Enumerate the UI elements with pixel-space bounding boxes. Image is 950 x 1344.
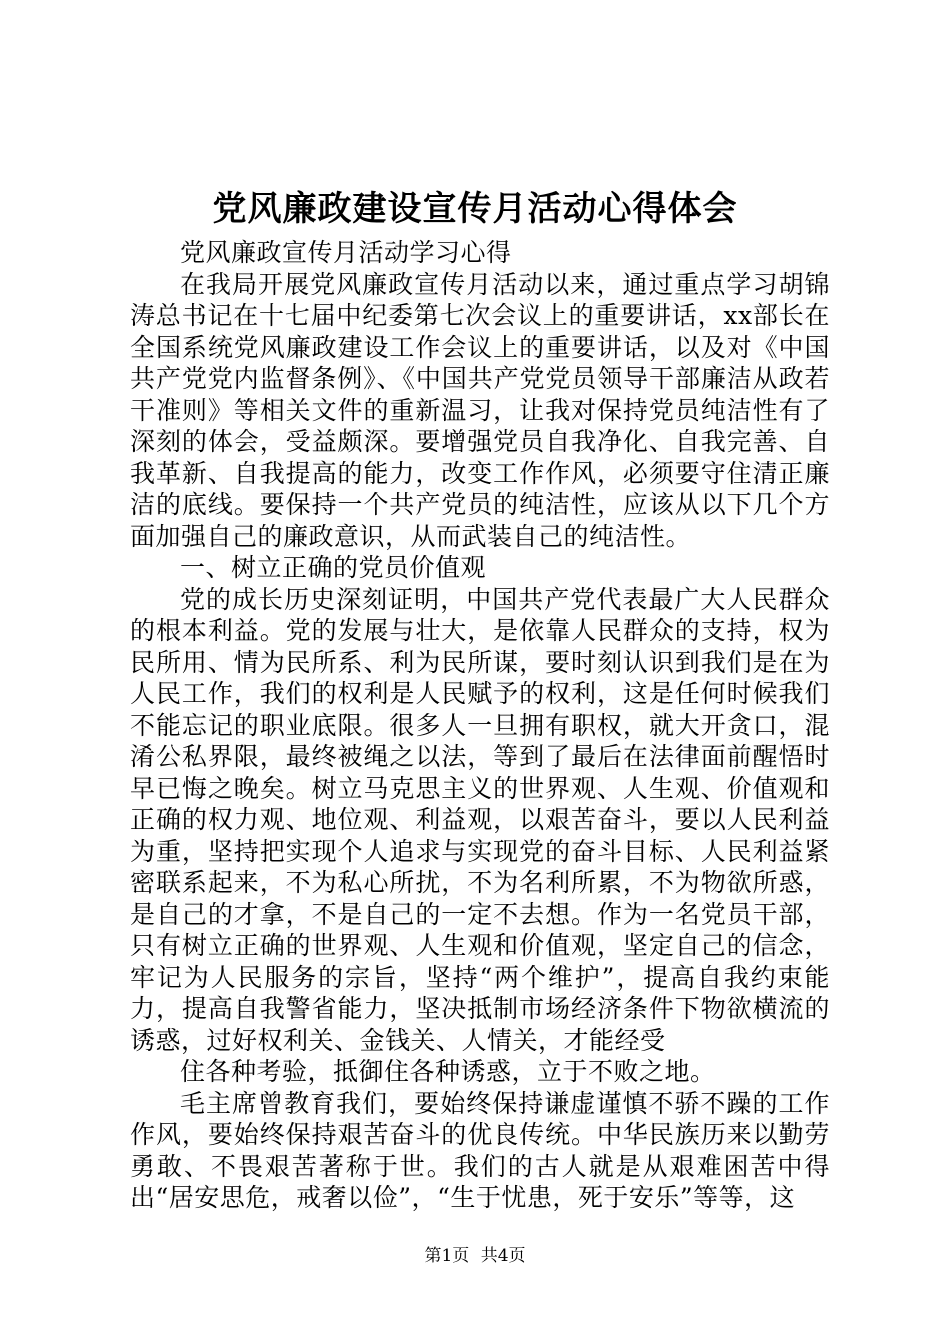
document-title: 党风廉政建设宣传月活动心得体会: [212, 189, 738, 229]
page-total: 共4页: [480, 1246, 526, 1266]
intro-paragraph: 在我局开展党风廉政宣传月活动以来，通过重点学习胡锦涛总书记在十七届中纪委第七次会议上的重要讲话，xx部长在全国系统党风廉政建设工作会议上的重要讲话，以及对《中国共产党党内监督条例》、《中国共产党党员领导干部廉洁从政若干准则》等相关文件的重新温习，让我对保持党员纯洁性有了深刻的体会，受益颇深。要增强党员自我净化、自我完善、自我革新、自我提高的能力，改变工作作风，必须要守住清正廉洁的底线。要保持一个共产党员的纯洁性，应该从以下几个方面加强自己的廉政意识，从而武装自己的纯洁性。: [130, 269, 830, 551]
body-paragraph: 毛主席曾教育我们，要始终保持谦虚谨慎不骄不躁的工作作风，要始终保持艰苦奋斗的优良传统。中华民族历来以勤劳勇敢、不畏艰苦著称于世。我们的古人就是从艰难困苦中得出“居安思危，戒奢以俭”，“生于忧患，死于安乐”等等，这: [130, 1088, 830, 1212]
page-number: 第1页: [424, 1246, 470, 1266]
body-paragraph: 党的成长历史深刻证明，中国共产党代表最广大人民群众的根本利益。党的发展与壮大，是依靠人民群众的支持，权为民所用、情为民所系、利为民所谋，要时刻认识到我们是在为人民工作，我们的权利是人民赋予的权利，这是任何时候我们不能忘记的职业底限。很多人一旦拥有职权，就大开贪口，混淆公私界限，最终被绳之以法，等到了最后在法律面前醒悟时早已悔之晚矣。树立马克思主义的世界观、人生观、价值观和正确的权力观、地位观、利益观，以艰苦奋斗，要以人民利益为重，坚持把实现个人追求与实现党的奋斗目标、人民利益紧密联系起来，不为私心所扰，不为名利所累，不为物欲所惑，是自己的才拿，不是自己的一定不去想。作为一名党员干部，只有树立正确的世界观、人生观和价值观，坚定自己的信念，牢记为人民服务的宗旨，坚持“两个维护”，提高自我约束能力，提高自我警省能力，坚决抵制市场经济条件下物欲横流的诱惑，过好权利关、金钱关、人情关，才能经受: [130, 584, 830, 1055]
page-footer: [0, 1244, 950, 1268]
body-paragraph: 住各种考验，抵御住各种诱惑，立于不败之地。: [180, 1057, 716, 1086]
section-heading: 一、树立正确的党员价值观: [180, 553, 487, 582]
document-body: [130, 237, 830, 1214]
subtitle-paragraph: 党风廉政宣传月活动学习心得: [180, 238, 512, 267]
